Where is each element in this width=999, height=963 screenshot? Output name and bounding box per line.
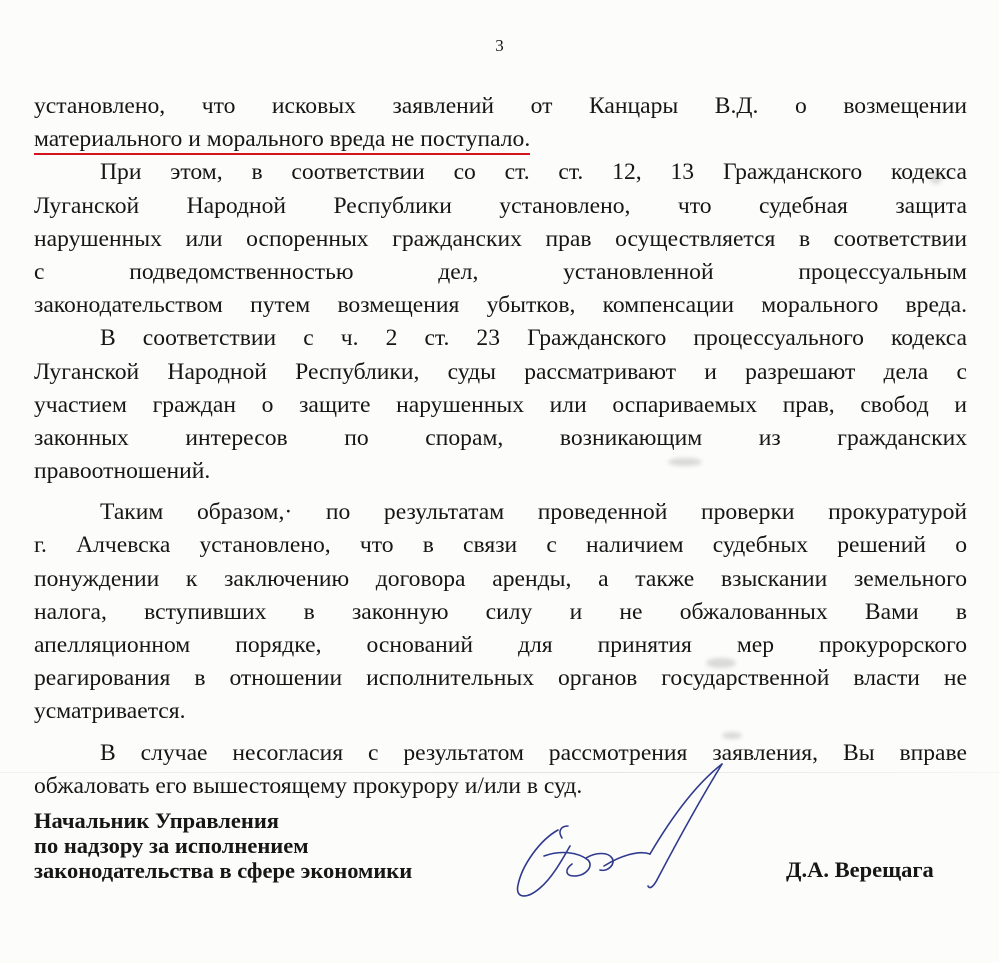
scan-smudge: [722, 732, 742, 739]
body-line: апелляционном порядке, оснований для принятия мер прокурорского: [34, 632, 967, 658]
body-line: В соответствии с ч. 2 ст. 23 Гражданского процессуального кодекса: [100, 325, 967, 352]
body-line: участием граждан о защите нарушенных или оспариваемых прав, свобод и: [34, 391, 967, 418]
body-line: Таким образом,· по результатам проведенной проверки прокуратурой: [100, 499, 967, 526]
scan-smudge: [930, 172, 942, 184]
body-line: понуждении к заключению договора аренды, а также взыскании земельного: [34, 565, 967, 592]
body-line: г. Алчевска установлено, что в связи с наличием судебных решений о: [34, 532, 967, 559]
body-line: [34, 123, 967, 156]
body-line: налога, вступивших в законную силу и не обжалованных Вами в: [34, 598, 967, 625]
underlined-statement: материального и морального вреда не поступало.: [34, 126, 530, 155]
body-line: усматривается.: [34, 698, 186, 725]
signer-title-line: по надзору за исполнением: [34, 833, 309, 858]
body-line: правоотношений.: [34, 458, 211, 485]
page-number: 3: [495, 36, 504, 55]
signer-title-line: Начальник Управления: [34, 808, 279, 833]
body-line: законодательством путем возмещения убытков, компенсации морального вреда.: [34, 292, 967, 319]
body-line: законных интересов по спорам, возникающим из гражданских: [34, 424, 967, 451]
letter-body: [34, 90, 967, 803]
body-line: При этом, в соответствии со ст. ст. 12, 13 Гражданского кодекса: [100, 159, 967, 186]
body-line: реагирования в отношении исполнительных органов государственной власти не: [34, 665, 967, 692]
signer-name: Д.А. Верещага: [786, 857, 934, 882]
body-line: установлено, что исковых заявлений от Канцары В.Д. о возмещении: [34, 93, 967, 119]
body-line: Луганской Народной Республики установлено, что судебная защита: [34, 192, 967, 219]
body-line: с подведомственностью дел, установленной процессуальным: [34, 258, 967, 285]
scan-smudge: [706, 658, 736, 668]
handwritten-signature: [500, 760, 750, 910]
scan-smudge: [668, 458, 702, 466]
body-line: нарушенных или оспоренных гражданских прав осуществляется в соответствии: [34, 225, 967, 252]
body-line: Луганской Народной Республики, суды рассматривают и разрешают дела с: [34, 358, 967, 385]
signature-block: [34, 808, 412, 883]
body-line: обжаловать его вышестоящему прокурору и/или в суд.: [34, 772, 583, 799]
body-line: В случае несогласия с результатом рассмотрения заявления, Вы вправе: [100, 739, 967, 766]
signer-title-line: законодательства в сфере экономики: [34, 858, 413, 883]
